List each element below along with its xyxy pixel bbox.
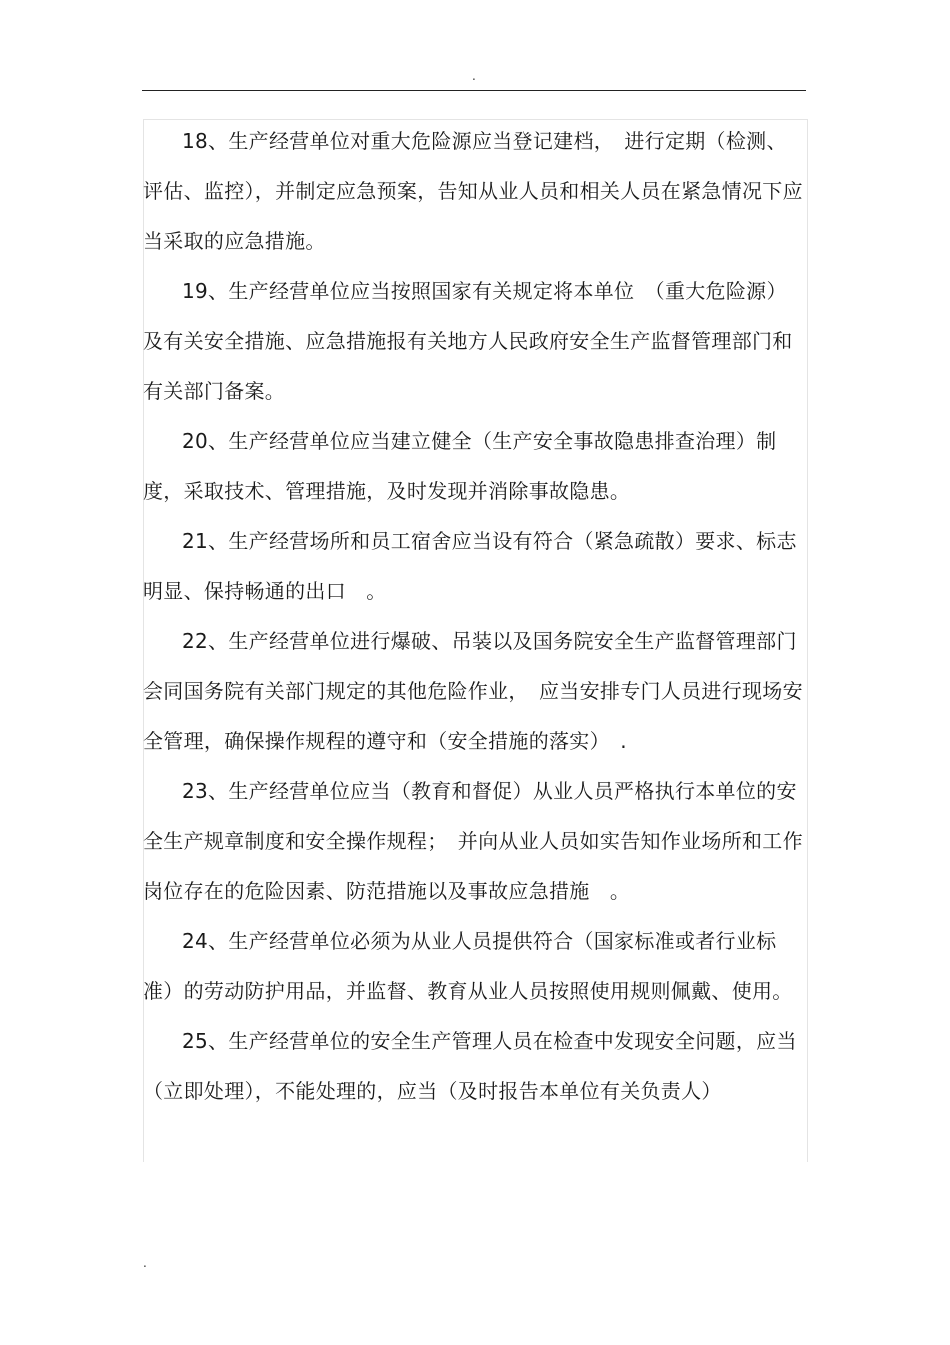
header-rule xyxy=(142,90,806,91)
header-mark: . xyxy=(472,69,476,83)
footer-mark: . xyxy=(143,1256,147,1270)
paragraph-22: 22、生产经营单位进行爆破、吊装以及国务院安全生产监督管理部门会同国务院有关部门规定的其他危险作业， 应当安排专门人员进行现场安全管理，确保操作规程的遵守和（安全措施的落实） . xyxy=(143,629,803,753)
paragraph-21: 21、生产经营场所和员工宿舍应当设有符合（紧急疏散）要求、标志明显、保持畅通的出口 。 xyxy=(143,529,797,603)
paragraph-18: 18、生产经营单位对重大危险源应当登记建档， 进行定期（检测、评估、监控），并制定应急预案，告知从业人员和相关人员在紧急情况下应当采取的应急措施。 xyxy=(143,129,803,253)
paragraph-20: 20、生产经营单位应当建立健全（生产安全事故隐患排查治理）制度，采取技术、管理措施，及时发现并消除事故隐患。 xyxy=(143,429,777,503)
paragraph-25: 25、生产经营单位的安全生产管理人员在检查中发现安全问题，应当（立即处理），不能处理的，应当（及时报告本单位有关负责人） xyxy=(143,1029,797,1103)
paragraph-24: 24、生产经营单位必须为从业人员提供符合（国家标准或者行业标准）的劳动防护用品，并监督、教育从业人员按照使用规则佩戴、使用。 xyxy=(143,929,793,1003)
paragraph-23: 23、生产经营单位应当（教育和督促）从业人员严格执行本单位的安全生产规章制度和安全操作规程； 并向从业人员如实告知作业场所和工作岗位存在的危险因素、防范措施以及事故应急措施 。 xyxy=(143,779,803,903)
paragraph-19: 19、生产经营单位应当按照国家有关规定将本单位 （重大危险源）及有关安全措施、应急措施报有关地方人民政府安全生产监督管理部门和有关部门备案。 xyxy=(143,279,793,403)
document-body xyxy=(143,116,803,1116)
